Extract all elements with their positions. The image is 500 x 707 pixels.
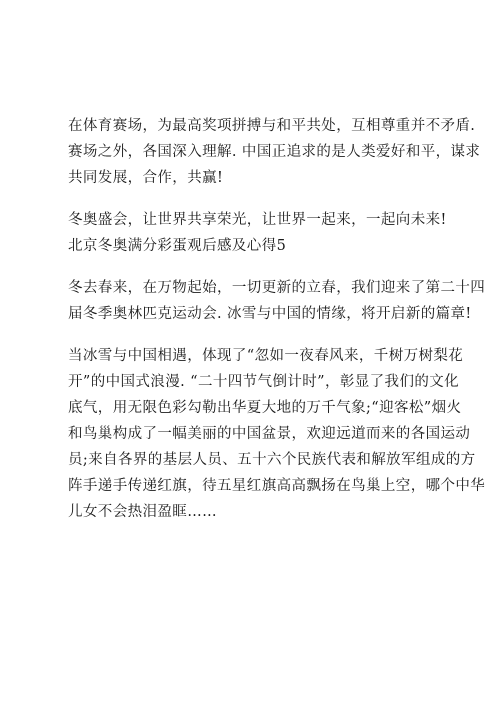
text-line: 冬去春来，在万物起始，一切更新的立春，我们迎来了第二十四 bbox=[68, 280, 486, 296]
text-line: 共同发展，合作，共赢! bbox=[68, 170, 224, 186]
text-line: 员;来自各界的基层人员、五十六个民族代表和解放军组成的方 bbox=[68, 452, 476, 468]
text-line: 儿女不会热泪盈眶…… bbox=[68, 504, 217, 520]
document-page bbox=[68, 113, 486, 525]
paragraph-together-future bbox=[68, 207, 448, 233]
text-line: 届冬季奥林匹克运动会. 冰雪与中国的情缘，将开启新的篇章! bbox=[68, 306, 472, 322]
text-line: 开”的中国式浪漫. “二十四节气倒计时”，彰显了我们的文化 bbox=[68, 374, 460, 390]
text-line: 和鸟巢构成了一幅美丽的中国盆景，欢迎远道而来的各国运动 bbox=[68, 426, 471, 442]
text-line: 当冰雪与中国相遇，体现了“忽如一夜春风来，千树万树梨花 bbox=[68, 348, 464, 364]
text-line: 冬奥盛会，让世界共享荣光，让世界一起来，一起向未来! bbox=[68, 212, 447, 228]
paragraph-opening-ceremony bbox=[68, 343, 486, 525]
paragraph-spring-games bbox=[68, 275, 486, 327]
text-line: 在体育赛场，为最高奖项拼搏与和平共处，互相尊重并不矛盾. bbox=[68, 118, 476, 134]
paragraph-olympic-peace bbox=[68, 113, 481, 191]
text-line: 底气，用无限色彩勾勒出华夏大地的万千气象;“迎客松”烟火 bbox=[68, 400, 462, 416]
text-line: 阵手递手传递红旗，待五星红旗高高飘扬在鸟巢上空，哪个中华 bbox=[68, 478, 486, 494]
section-heading: 北京冬奥满分彩蛋观后感及心得5 bbox=[68, 238, 287, 254]
text-line: 赛场之外，各国深入理解. 中国正追求的是人类爱好和平，谋求 bbox=[68, 144, 481, 160]
